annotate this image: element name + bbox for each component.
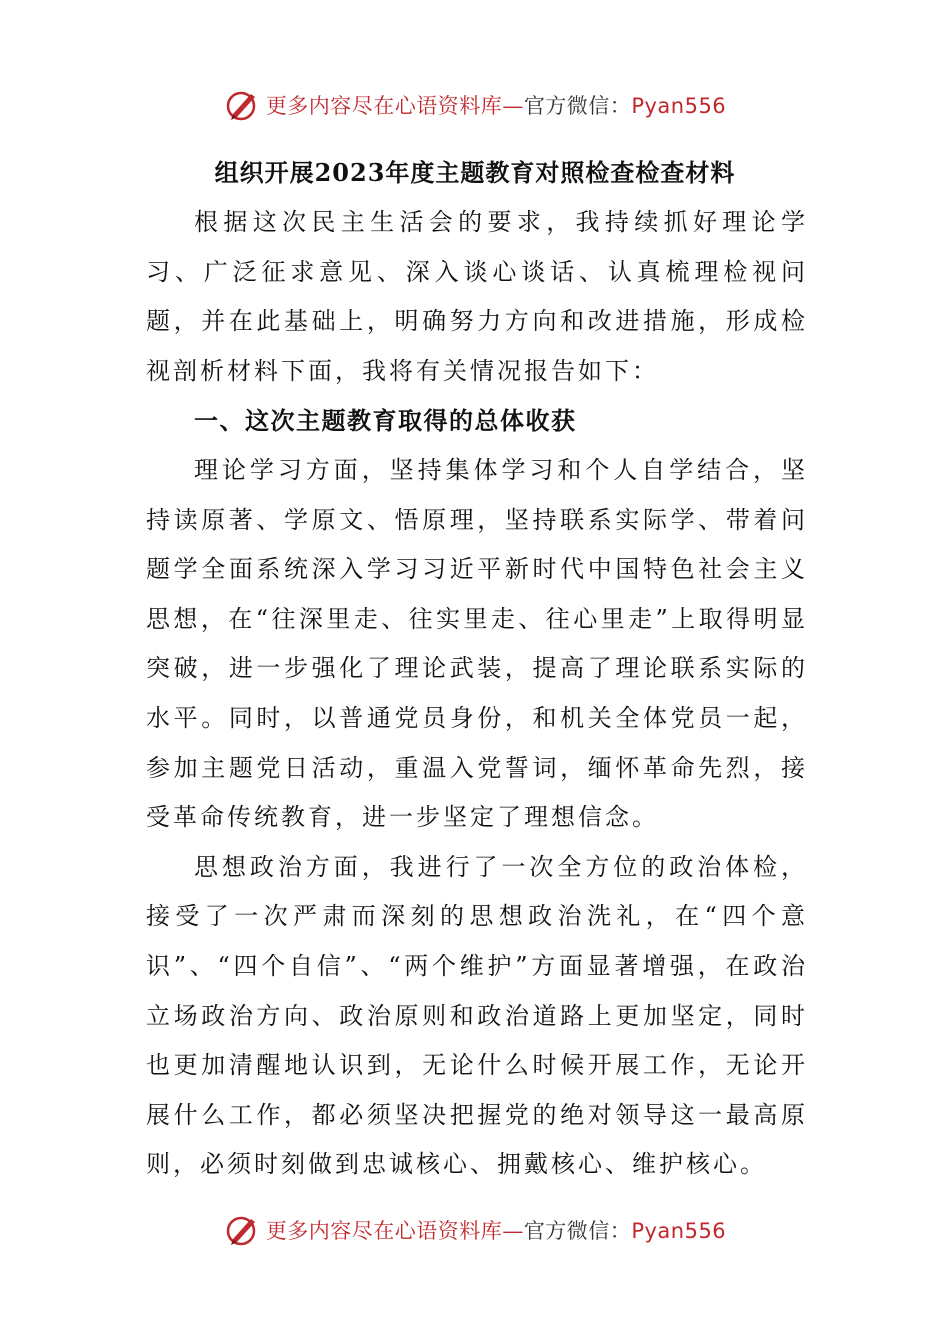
banner-main-text: 更多内容尽在心语资料库 [265, 94, 503, 118]
banner-wechat-label: 官方微信： [523, 94, 632, 118]
intro-paragraph: 根据这次民主生活会的要求，我持续抓好理论学习、广泛征求意见、深入谈心谈话、认真梳理检视问题，并在此基础上，明确努力方向和改进措施，形成检视剖析材料下面，我将有关情况报告如下： [146, 208, 808, 385]
document-body [146, 198, 808, 1190]
banner-dash: — [502, 1219, 524, 1243]
theory-paragraph: 理论学习方面，坚持集体学习和个人自学结合，坚持读原著、学原文、悟原理，坚持联系实际学、带着问题学全面系统深入学习习近平新时代中国特色社会主义思想，在“往深里走、往实里走、往心里走”上取得明显突破，进一步强化了理论武装，提高了理论联系实际的水平。同时，以普通党员身份，和机关全体党员一起，参加主题党日活动，重温入党誓词，缅怀革命先烈，接受革命传统教育，进一步坚定了理想信念。 [146, 455, 808, 832]
banner-dash: — [502, 94, 524, 118]
banner-wechat-label: 官方微信： [523, 1219, 632, 1243]
pen-circle-icon [224, 87, 260, 123]
banner-wechat-id: Pyan556 [631, 1219, 727, 1243]
banner-wechat-id: Pyan556 [631, 94, 727, 118]
section-heading: 一、这次主题教育取得的总体收获 [194, 406, 577, 436]
pen-circle-icon [224, 1212, 260, 1248]
banner-text [266, 1215, 726, 1245]
politics-paragraph: 思想政治方面，我进行了一次全方位的政治体检，接受了一次严肃而深刻的思想政治洗礼，在“四个意识”、“四个自信”、“两个维护”方面显著增强，在政治立场政治方向、政治原则和政治道路上更加坚定，同时也更加清醒地认识到，无论什么时候开展工作，无论开展什么工作，都必须坚决把握党的绝对领导这一最高原则，必须时刻做到忠诚核心、拥戴核心、维护核心。 [146, 852, 808, 1179]
footer-banner [0, 1207, 950, 1253]
banner-text [266, 90, 726, 120]
banner-main-text: 更多内容尽在心语资料库 [265, 1219, 503, 1243]
header-banner [0, 82, 950, 128]
document-title: 组织开展2023年度主题教育对照检查检查材料 [214, 158, 736, 187]
